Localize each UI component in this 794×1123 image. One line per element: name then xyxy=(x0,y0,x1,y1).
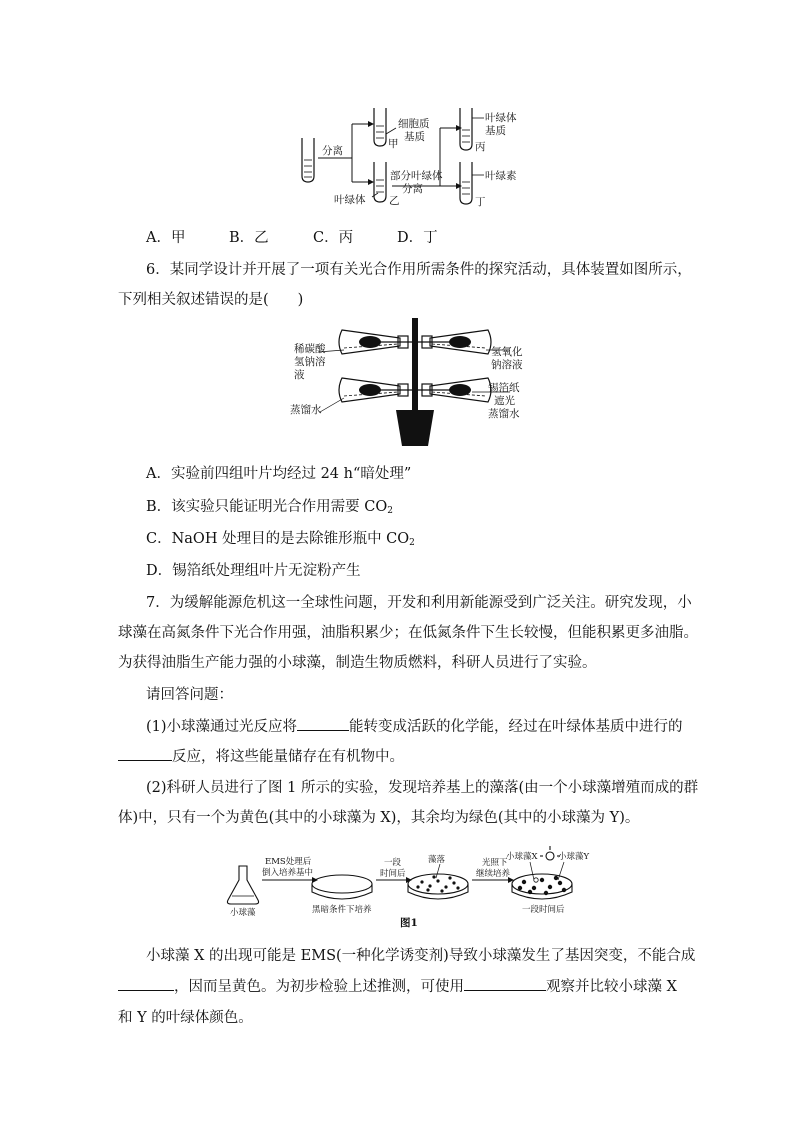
q6-option-c[interactable]: C．NaOH 处理目的是去除锥形瓶中 $CO_2$ xyxy=(146,531,415,548)
label-cytoplasm-2: 基质 xyxy=(404,131,425,143)
q7-sub3-line-2: ，因而呈黄色。为初步检验上述推测，可使用 观察并比较小球藻 X xyxy=(118,976,677,997)
label-foil-1: 锡箔纸 xyxy=(488,382,520,394)
label-nahco3-1: 稀碳酸 xyxy=(294,343,326,355)
label-time-1: 一段 xyxy=(384,858,402,868)
label-water-left: 蒸馏水 xyxy=(290,404,322,416)
q7-prompt: 请回答问题： xyxy=(146,687,233,703)
q6-option-d[interactable]: D．锡箔纸处理组叶片无淀粉产生 xyxy=(146,563,361,579)
label-jia: 甲 xyxy=(388,138,399,150)
answer-blank-3[interactable] xyxy=(118,976,174,991)
q5-option-a[interactable]: A．甲 xyxy=(146,230,186,246)
label-light-2: 继续培养 xyxy=(476,869,511,879)
label-stroma-1: 叶绿体 xyxy=(485,112,517,124)
q5-option-d[interactable]: D．丁 xyxy=(397,230,438,246)
label-naoh-2: 钠溶液 xyxy=(491,359,523,371)
label-colony: 藻落 xyxy=(428,855,446,865)
label-dark-culture: 黑暗条件下培养 xyxy=(312,905,372,915)
q7-para-line-3: 为获得油脂生产能力强的小球藻，制造生物质燃料，科研人员进行了实验。 xyxy=(118,655,597,671)
q5-option-c[interactable]: C．丙 xyxy=(313,230,354,246)
q7-sub2-line-2: 体)中，只有一个为黄色(其中的小球藻为 X)，其余均为绿色(其中的小球藻为 Y)。 xyxy=(118,810,640,826)
label-foil-2: 遮光 xyxy=(494,395,515,407)
label-light-1: 光照下 xyxy=(482,858,508,868)
label-time-2: 时间后 xyxy=(380,869,406,879)
label-partial-2: 分离 xyxy=(402,183,423,195)
label-partial-1: 部分叶绿体 xyxy=(390,170,443,182)
q6-option-b[interactable]: B．该实验只能证明光合作用需要 $CO_2$ xyxy=(146,499,393,516)
label-alga-y: 小球藻Y xyxy=(558,852,590,862)
q6-stem-line-2: 下列相关叙述错误的是( ) xyxy=(118,292,304,308)
label-pigment: 叶绿素 xyxy=(485,170,517,182)
q7-para-line-2: 球藻在高氮条件下光合作用强，油脂积累少；在低氮条件下生长较慢，但能积累更多油脂。 xyxy=(118,625,698,641)
label-ems-1: EMS处理后 xyxy=(265,857,312,867)
label-flask: 小球藻 xyxy=(230,908,256,918)
q7-sub2-line-1: (2)科研人员进行了图 1 所示的实验，发现培养基上的藻落(由一个小球藻增殖而成的群 xyxy=(146,780,699,796)
label-nahco3-2: 氢钠溶 xyxy=(294,356,326,368)
label-yi: 乙 xyxy=(389,195,400,207)
label-nahco3-3: 液 xyxy=(294,369,305,381)
label-foil-3: 蒸馏水 xyxy=(488,408,520,420)
q6-stem-line-1: 6．某同学设计并开展了一项有关光合作用所需条件的探究活动，具体装置如图所示， xyxy=(146,262,692,278)
answer-blank-4[interactable] xyxy=(464,976,546,991)
label-bing: 丙 xyxy=(475,141,486,153)
label-chloroplast: 叶绿体 xyxy=(334,194,366,206)
q5-option-b[interactable]: B．乙 xyxy=(229,230,269,246)
q7-para-line-1: 7．为缓解能源危机这一全球性问题，开发和利用新能源受到广泛关注。研究发现，小 xyxy=(146,595,692,611)
label-after: 一段时间后 xyxy=(522,905,565,915)
q7-sub1-line-2: 反应，将这些能量储存在有机物中。 xyxy=(118,746,404,767)
label-stroma-2: 基质 xyxy=(485,125,506,137)
q7-sub3-line-3: 和 Y 的叶绿体颜色。 xyxy=(118,1010,253,1026)
label-cytoplasm-1: 细胞质 xyxy=(398,118,430,130)
label-ding: 丁 xyxy=(475,196,486,208)
q6-option-a[interactable]: A．实验前四组叶片均经过 24 h“暗处理” xyxy=(146,466,412,482)
q7-sub1-line-1: (1)小球藻通过光反应将 能转变成活跃的化学能，经过在叶绿体基质中进行的 xyxy=(146,716,683,737)
q7-sub3-line-1: 小球藻 X 的出现可能是 EMS(一种化学诱变剂)导致小球藻发生了基因突变，不能合成 xyxy=(146,948,696,964)
label-alga-x: 小球藻X xyxy=(506,852,538,862)
figure-caption: 图1 xyxy=(400,917,418,929)
label-naoh-1: 氢氧化 xyxy=(491,346,523,358)
label-ems-2: 倒入培养基中 xyxy=(262,868,314,878)
label-separate: 分离 xyxy=(322,145,343,157)
